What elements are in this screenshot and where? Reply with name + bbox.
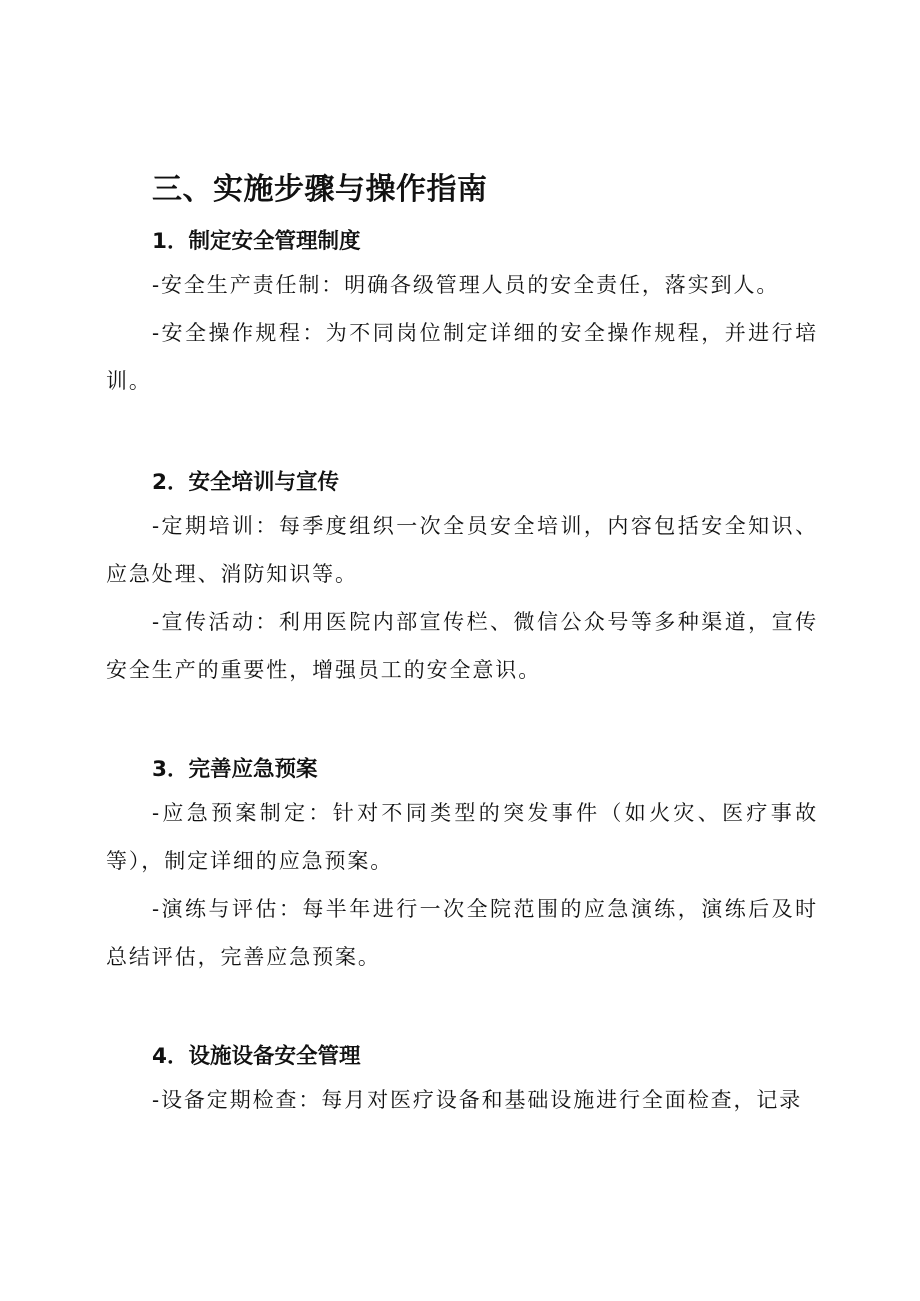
subsection-title-2: 2．安全培训与宣传 [152, 470, 339, 495]
paragraph-3-1: -应急预案制定：针对不同类型的突发事件（如火灾、医疗事故等），制定详细的应急预案。 [106, 801, 818, 873]
paragraph-1-2: -安全操作规程：为不同岗位制定详细的安全操作规程，并进行培训。 [106, 321, 818, 393]
paragraph-1-1: -安全生产责任制：明确各级管理人员的安全责任，落实到人。 [152, 273, 780, 297]
subsection-title-4: 4．设施设备安全管理 [152, 1044, 361, 1069]
subsection-title-1: 1．制定安全管理制度 [152, 229, 361, 254]
paragraph-2-2: -宣传活动：利用医院内部宣传栏、微信公众号等多种渠道，宣传安全生产的重要性，增强员工的安全意识。 [106, 610, 818, 682]
paragraph-4-1: -设备定期检查：每月对医疗设备和基础设施进行全面检查，记录 [152, 1088, 803, 1112]
paragraph-2-1: -定期培训：每季度组织一次全员安全培训，内容包括安全知识、应急处理、消防知识等。 [106, 514, 818, 586]
subsection-title-3: 3．完善应急预案 [152, 757, 318, 782]
paragraph-3-2: -演练与评估：每半年进行一次全院范围的应急演练，演练后及时总结评估，完善应急预案。 [106, 897, 818, 969]
section-heading: 三、实施步骤与操作指南 [152, 172, 488, 207]
